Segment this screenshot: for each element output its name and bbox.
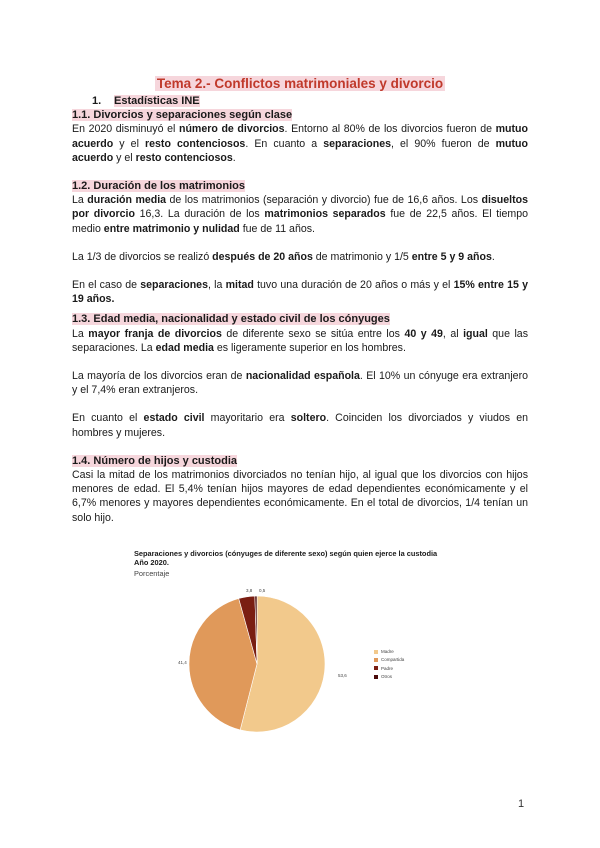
section-1-heading: 1. Estadísticas INE — [92, 95, 200, 107]
legend-swatch — [374, 666, 378, 670]
emphasis-text: edad media — [155, 341, 214, 354]
section-1-4-heading: 1.4. Número de hijos y custodia — [72, 454, 238, 467]
emphasis-text: igual — [463, 327, 488, 340]
emphasis-text: duración media — [87, 194, 167, 207]
page-number: 1 — [518, 798, 525, 810]
emphasis-text: 40 y 49 — [404, 327, 443, 340]
paragraph: En cuanto el estado civil mayoritario era soltero. Coinciden los divorciados y viudos en hombres y mujeres. — [72, 412, 529, 439]
pie-slice-otros — [255, 596, 257, 664]
emphasis-text: número de divorcios — [178, 123, 285, 136]
chart-legend — [374, 648, 404, 681]
emphasis-text: matrimonios separados — [264, 208, 386, 221]
section-1-3-heading: 1.3. Edad media, nacionalidad y estado civil de los cónyuges — [72, 313, 390, 326]
emphasis-text: resto contenciosos — [135, 151, 233, 164]
legend-item — [374, 665, 404, 673]
emphasis-text: disueltos por divorcio — [72, 194, 528, 221]
emphasis-text: mayor franja de divorcios — [88, 327, 222, 340]
emphasis-text: estado civil — [143, 412, 205, 425]
legend-item — [374, 648, 404, 656]
pie-data-label: 41,4 — [178, 660, 187, 665]
section-1-1-heading: 1.1. Divorcios y separaciones según clase — [72, 109, 293, 122]
emphasis-text: mitad — [225, 279, 254, 292]
legend-item — [374, 656, 404, 664]
pie-data-label: 0,5 — [259, 588, 266, 593]
emphasis-text: entre 5 y 9 años — [411, 250, 492, 263]
chart-title: Separaciones y divorcios (cónyuges de diferente sexo) según quien ejerce la custodia Año 2020. — [134, 549, 438, 567]
emphasis-text: 15% entre 15 y 19 años. — [72, 279, 528, 306]
legend-label: Padre — [381, 665, 394, 671]
pie-slice-padre — [239, 596, 257, 664]
pie-slice-compartida — [189, 599, 257, 730]
chart-unit-label: Porcentaje — [134, 569, 170, 578]
paragraph: La duración media de los matrimonios (separación y divorcio) fue de 16,6 años. Los disueltos por divorcio 16,3. La duración de los matrimonios separados fue de 22,5 años. El tiempo medio entre matrimonio y nulidad fue de 11 años. — [72, 194, 529, 235]
paragraph: En 2020 disminuyó el número de divorcios. Entorno al 80% de los divorcios fueron de mutuo acuerdo y el resto contenciosos. En cuanto a separaciones, el 90% fueron de mutuo acuerdo y el resto contenciosos. — [72, 123, 529, 164]
emphasis-text: nacionalidad española — [245, 370, 360, 383]
emphasis-text: mutuo acuerdo — [72, 123, 528, 150]
page-title: Tema 2.- Conflictos matrimoniales y divorcio — [156, 76, 444, 91]
section-1-2-heading: 1.2. Duración de los matrimonios — [72, 180, 245, 193]
paragraph: La 1/3 de divorcios se realizó después de 20 años de matrimonio y 1/5 entre 5 y 9 años. — [72, 250, 495, 263]
legend-label: Compartida — [381, 657, 405, 663]
paragraph: En el caso de separaciones, la mitad tuvo una duración de 20 años o más y el 15% entre 15 y 19 años. — [72, 279, 528, 306]
legend-swatch — [374, 658, 378, 662]
emphasis-text: resto contenciosos — [145, 137, 246, 150]
legend-swatch — [374, 675, 378, 679]
emphasis-text: después de 20 años — [212, 250, 313, 263]
legend-label: Madre — [381, 649, 394, 654]
pie-data-label: 53,6 — [338, 673, 347, 678]
legend-label: Otros — [381, 673, 393, 679]
emphasis-text: separaciones — [140, 279, 208, 292]
emphasis-text: entre matrimonio y nulidad — [103, 222, 240, 235]
legend-item — [374, 673, 404, 681]
paragraph: Casi la mitad de los matrimonios divorciados no tenían hijo, al igual que los divorcios con hijos menores de edad. El 5,4% tenían hijos mayores de edad dependientes económicamente y el 6,7% menores y mayores dependientes económicamente. En el total de divorcios, 1/4 tenían un solo hijo. — [72, 469, 528, 524]
document-body — [72, 94, 528, 525]
emphasis-text: separaciones — [323, 137, 391, 150]
emphasis-text: mutuo acuerdo — [72, 137, 529, 164]
pie-slice-madre — [240, 596, 325, 732]
legend-swatch — [374, 650, 378, 654]
emphasis-text: soltero — [290, 412, 327, 425]
paragraph: La mayor franja de divorcios de diferente sexo se sitúa entre los 40 y 49, al igual que las separaciones. La edad media es ligeramente superior en los hombres. — [72, 327, 528, 354]
paragraph: La mayoría de los divorcios eran de nacionalidad española. El 10% un cónyuge era extranjero y el 7,4% eran extranjeros. — [72, 370, 528, 397]
pie-data-label: 3,8 — [246, 588, 253, 593]
